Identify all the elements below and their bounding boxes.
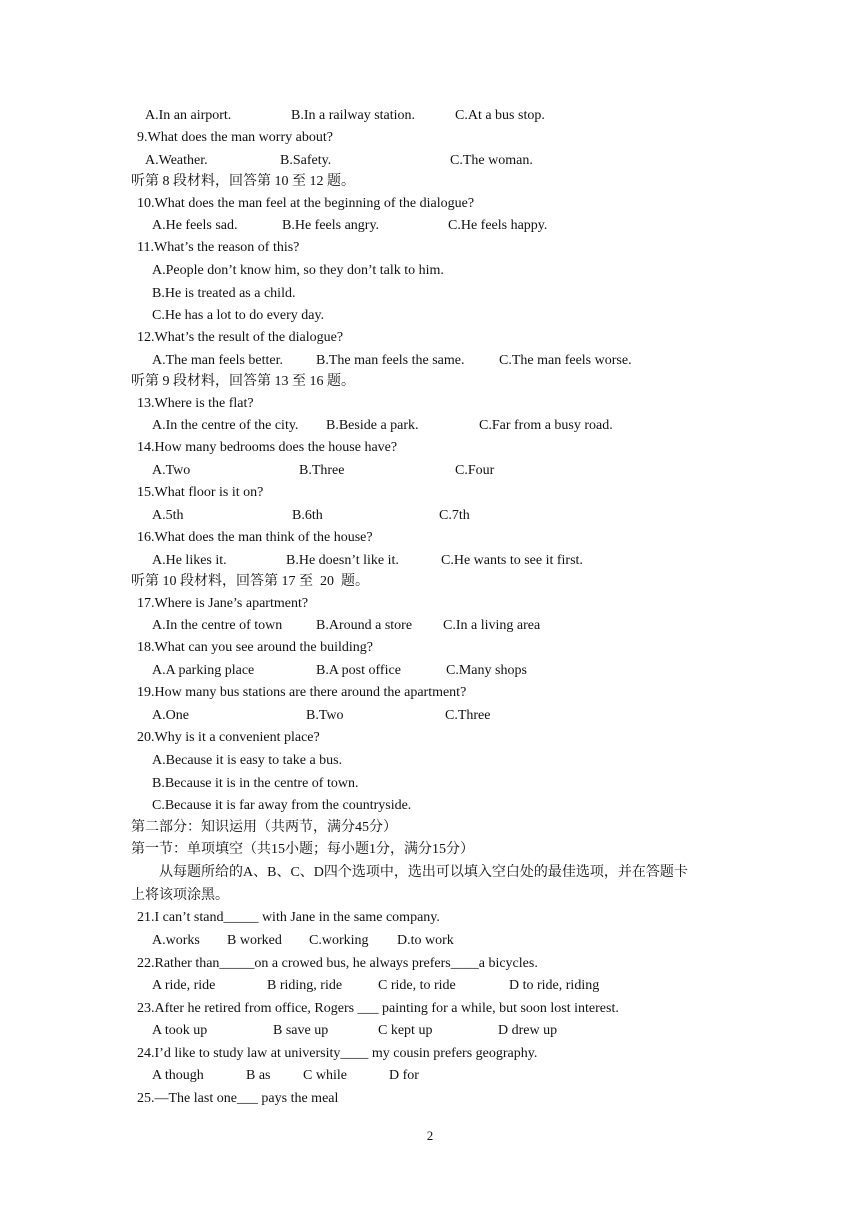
q21-option-c: C.working: [309, 933, 369, 948]
q8-option-b: B.In a railway station.: [291, 108, 416, 123]
q11-stem: 11.What’s the reason of this?: [137, 240, 300, 255]
q21-stem: 21.I can’t stand_____ with Jane in the same company.: [137, 910, 440, 925]
q17-stem: 17.Where is Jane’s apartment?: [137, 596, 309, 611]
q20-option-b: B.Because it is in the centre of town.: [152, 776, 359, 791]
q9-option-b: B.Safety.: [280, 153, 332, 168]
section-8-heading: 听第 8 段材料，回答第 10 至 12 题。: [131, 174, 355, 189]
instructions-line-2: 上将该项涂黑。: [131, 888, 229, 903]
q20-stem: 20.Why is it a convenient place?: [137, 730, 320, 745]
q23-option-a: A took up: [152, 1023, 208, 1038]
q13-option-c: C.Far from a busy road.: [479, 418, 613, 433]
q22-option-d: D to ride, riding: [509, 978, 600, 993]
q16-option-b: B.He doesn’t like it.: [286, 553, 399, 568]
q23-stem: 23.After he retired from office, Rogers ___ painting for a while, but soon lost interest.: [137, 1001, 619, 1016]
q12-stem: 12.What’s the result of the dialogue?: [137, 330, 344, 345]
q19-stem: 19.How many bus stations are there around the apartment?: [137, 685, 467, 700]
q22-option-b: B riding, ride: [267, 978, 343, 993]
q18-option-b: B.A post office: [316, 663, 401, 678]
q25-stem: 25.—The last one___ pays the meal: [137, 1091, 339, 1106]
q13-stem: 13.Where is the flat?: [137, 396, 254, 411]
q15-option-a: A.5th: [152, 508, 184, 523]
q18-option-a: A.A parking place: [152, 663, 255, 678]
q13-option-a: A.In the centre of the city.: [152, 418, 299, 433]
section-9-heading: 听第 9 段材料，回答第 13 至 16 题。: [131, 374, 355, 389]
q17-option-a: A.In the centre of town: [152, 618, 283, 633]
section-10-heading: 听第 10 段材料，回答第 17 至 20 题。: [131, 574, 369, 589]
q10-option-c: C.He feels happy.: [448, 218, 548, 233]
q22-stem: 22.Rather than_____on a crowed bus, he always prefers____a bicycles.: [137, 956, 538, 971]
q14-option-a: A.Two: [152, 463, 191, 478]
q18-option-c: C.Many shops: [446, 663, 527, 678]
q9-option-c: C.The woman.: [450, 153, 533, 168]
section-1-title: 第一节：单项填空（共15小题；每小题1分，满分15分）: [131, 842, 474, 857]
q22-option-c: C ride, to ride: [378, 978, 456, 993]
q20-option-a: A.Because it is easy to take a bus.: [152, 753, 343, 768]
q11-option-b: B.He is treated as a child.: [152, 286, 296, 301]
q15-option-b: B.6th: [292, 508, 323, 523]
q8-option-c: C.At a bus stop.: [455, 108, 545, 123]
q12-option-b: B.The man feels the same.: [316, 353, 465, 368]
q14-option-c: C.Four: [455, 463, 495, 478]
q10-option-b: B.He feels angry.: [282, 218, 380, 233]
q11-option-a: A.People don’t know him, so they don’t talk to him.: [152, 263, 444, 278]
q12-option-c: C.The man feels worse.: [499, 353, 632, 368]
q16-stem: 16.What does the man think of the house?: [137, 530, 373, 545]
q9-stem: 9.What does the man worry about?: [137, 130, 333, 145]
q17-option-c: C.In a living area: [443, 618, 541, 633]
q10-stem: 10.What does the man feel at the beginning of the dialogue?: [137, 196, 475, 211]
q24-option-c: C while: [303, 1068, 347, 1083]
q21-option-d: D.to work: [397, 933, 454, 948]
q17-option-b: B.Around a store: [316, 618, 413, 633]
q24-option-b: B as: [246, 1068, 271, 1083]
q15-option-c: C.7th: [439, 508, 470, 523]
q8-option-a: A.In an airport.: [145, 108, 232, 123]
q21-option-b: B worked: [227, 933, 282, 948]
q23-option-b: B save up: [273, 1023, 329, 1038]
q18-stem: 18.What can you see around the building?: [137, 640, 373, 655]
page-number: 2: [426, 1128, 434, 1143]
q23-option-c: C kept up: [378, 1023, 433, 1038]
q21-option-a: A.works: [152, 933, 200, 948]
q19-option-b: B.Two: [306, 708, 344, 723]
q15-stem: 15.What floor is it on?: [137, 485, 264, 500]
q9-option-a: A.Weather.: [145, 153, 208, 168]
q14-stem: 14.How many bedrooms does the house have?: [137, 440, 398, 455]
q13-option-b: B.Beside a park.: [326, 418, 419, 433]
q16-option-a: A.He likes it.: [152, 553, 227, 568]
q12-option-a: A.The man feels better.: [152, 353, 284, 368]
q24-stem: 24.I’d like to study law at university____ my cousin prefers geography.: [137, 1046, 538, 1061]
q11-option-c: C.He has a lot to do every day.: [152, 308, 325, 323]
q23-option-d: D drew up: [498, 1023, 558, 1038]
q19-option-c: C.Three: [445, 708, 491, 723]
q16-option-c: C.He wants to see it first.: [441, 553, 583, 568]
instructions-line-1: 从每题所给的A、B、C、D四个选项中，选出可以填入空白处的最佳选项，并在答题卡: [159, 865, 688, 880]
q24-option-a: A though: [152, 1068, 204, 1083]
q20-option-c: C.Because it is far away from the countryside.: [152, 798, 412, 813]
part-2-title: 第二部分：知识运用（共两节，满分45分）: [131, 820, 397, 835]
q10-option-a: A.He feels sad.: [152, 218, 238, 233]
q14-option-b: B.Three: [299, 463, 345, 478]
q24-option-d: D for: [389, 1068, 419, 1083]
q19-option-a: A.One: [152, 708, 189, 723]
q22-option-a: A ride, ride: [152, 978, 216, 993]
